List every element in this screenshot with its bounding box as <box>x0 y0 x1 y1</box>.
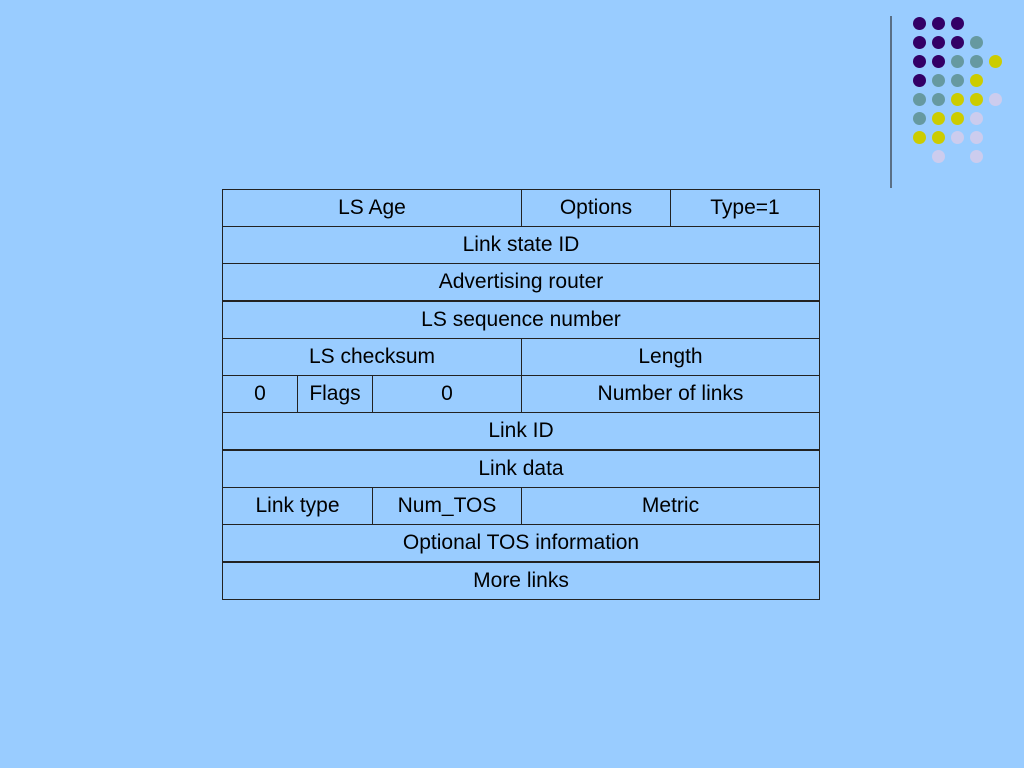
decorative-dot <box>951 55 964 68</box>
decorative-dot <box>951 17 964 30</box>
field-options: Options <box>521 189 671 227</box>
decorative-dot <box>913 55 926 68</box>
decorative-dot <box>932 150 945 163</box>
field-length: Length <box>521 338 820 376</box>
field-optional-tos-information: Optional TOS information <box>222 524 820 562</box>
field-number-of-links: Number of links <box>521 375 820 413</box>
decorative-dot <box>970 74 983 87</box>
decorative-dot <box>970 150 983 163</box>
decorative-vertical-line <box>890 16 892 188</box>
decorative-dot <box>989 55 1002 68</box>
decorative-dot <box>913 36 926 49</box>
decorative-dot <box>932 112 945 125</box>
decorative-dot <box>951 93 964 106</box>
decorative-dot <box>970 36 983 49</box>
decorative-dot <box>970 93 983 106</box>
decorative-dot <box>932 36 945 49</box>
field-ls-sequence-number: LS sequence number <box>222 301 820 339</box>
field-metric: Metric <box>521 487 820 525</box>
field-num-tos: Num_TOS <box>372 487 522 525</box>
field-link-data: Link data <box>222 450 820 488</box>
decorative-dot <box>932 55 945 68</box>
decorative-dot <box>932 131 945 144</box>
decorative-dot <box>970 131 983 144</box>
decorative-dot <box>932 74 945 87</box>
decorative-dot <box>989 93 1002 106</box>
decorative-dot <box>970 112 983 125</box>
field-type: Type=1 <box>670 189 820 227</box>
decorative-dot <box>932 17 945 30</box>
decorative-dot <box>951 131 964 144</box>
decorative-dot <box>913 93 926 106</box>
field-link-type: Link type <box>222 487 373 525</box>
decorative-dot <box>913 131 926 144</box>
field-more-links: More links <box>222 562 820 600</box>
field-flags: Flags <box>297 375 373 413</box>
decorative-dot <box>913 17 926 30</box>
decorative-dot <box>932 93 945 106</box>
decorative-dot <box>951 36 964 49</box>
field-link-state-id: Link state ID <box>222 226 820 264</box>
field-advertising-router: Advertising router <box>222 263 820 301</box>
field-ls-checksum: LS checksum <box>222 338 522 376</box>
decorative-dot <box>951 112 964 125</box>
field-ls-age: LS Age <box>222 189 522 227</box>
decorative-dot <box>970 55 983 68</box>
field-zero-bits-a: 0 <box>222 375 298 413</box>
field-zero-bits-b: 0 <box>372 375 522 413</box>
decorative-dot <box>913 74 926 87</box>
field-link-id: Link ID <box>222 412 820 450</box>
decorative-dot <box>951 74 964 87</box>
decorative-dot <box>913 112 926 125</box>
